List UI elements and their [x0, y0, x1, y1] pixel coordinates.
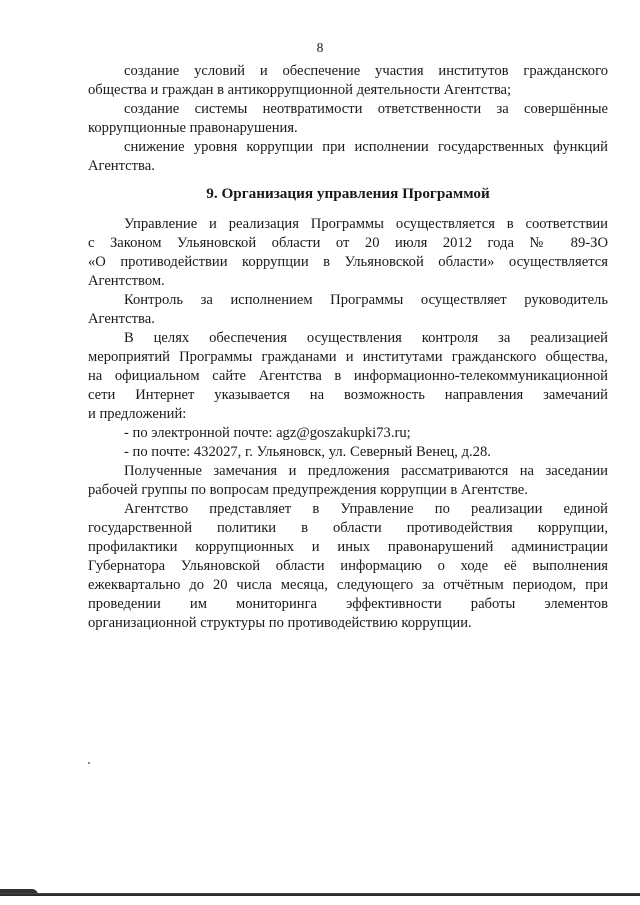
paragraph-line: Губернатора Ульяновской области информацию о ходе её выполнения — [88, 558, 608, 574]
paragraph-line: профилактики коррупционных и иных правонарушений администрации — [88, 539, 608, 555]
contact-email — [88, 424, 608, 443]
scan-bottom-edge — [0, 893, 640, 896]
contact-post — [88, 443, 608, 462]
paragraph-line: Агентства. — [88, 311, 155, 327]
paragraph-public-feedback — [88, 329, 608, 424]
paragraph-line: Агентство представляет в Управление по реализации единой — [124, 501, 608, 517]
paragraph-line: рабочей группы по вопросам предупреждения коррупции в Агентстве. — [88, 482, 528, 498]
intro-line: коррупционные правонарушения. — [88, 120, 298, 136]
paragraph-reporting — [88, 500, 608, 633]
scan-speck — [88, 762, 90, 764]
section-heading: 9. Организация управления Программой — [206, 185, 490, 202]
intro-line: создание условий и обеспечение участия институтов гражданского — [124, 63, 608, 79]
paragraph-line: Полученные замечания и предложения рассматриваются на заседании — [124, 463, 608, 479]
paragraph-line: государственной политики в области противодействия коррупции, — [88, 520, 608, 536]
page-number: 8 — [316, 40, 324, 55]
paragraph-line: Контроль за исполнением Программы осуществляет руководитель — [124, 292, 608, 308]
paragraph-line: и предложений: — [88, 406, 187, 422]
intro-block — [88, 62, 608, 176]
intro-line: снижение уровня коррупции при исполнении государственных функций — [124, 139, 608, 155]
intro-line: общества и граждан в антикоррупционной деятельности Агентства; — [88, 82, 512, 98]
paragraph-line: с Законом Ульяновской области от 20 июля 2012 года № 89-ЗО — [88, 235, 608, 251]
post-line: - по почте: 432027, г. Ульяновск, ул. Северный Венец, д.28. — [124, 444, 491, 460]
paragraph-line: мероприятий Программы гражданами и институтами гражданского общества, — [88, 349, 608, 365]
paragraph-line: на официальном сайте Агентства в информационно-телекоммуникационной — [88, 368, 608, 384]
section-heading-block — [88, 184, 608, 203]
paragraph-line: сети Интернет указывается на возможность направления замечаний — [88, 387, 608, 403]
paragraph-review — [88, 462, 608, 500]
paragraph-line: Агентством. — [88, 273, 165, 289]
paragraph-line: «О противодействии коррупции в Ульяновской области» осуществляется — [88, 254, 608, 270]
paragraph-line: проведении им мониторинга эффективности работы элементов — [88, 596, 608, 612]
paragraph-line: ежеквартально до 20 числа месяца, следующего за отчётным периодом, при — [88, 577, 608, 593]
email-line: - по электронной почте: agz@goszakupki73.ru; — [124, 425, 411, 441]
intro-line: создание системы неотвратимости ответственности за совершённые — [124, 101, 608, 117]
intro-line: Агентства. — [88, 158, 155, 174]
paragraph-line: В целях обеспечения осуществления контроля за реализацией — [124, 330, 608, 346]
paragraph-control — [88, 291, 608, 329]
paragraph-line: организационной структуры по противодействию коррупции. — [88, 615, 472, 631]
paragraph-line: Управление и реализация Программы осуществляется в соответствии — [124, 216, 608, 232]
paragraph-management — [88, 215, 608, 291]
